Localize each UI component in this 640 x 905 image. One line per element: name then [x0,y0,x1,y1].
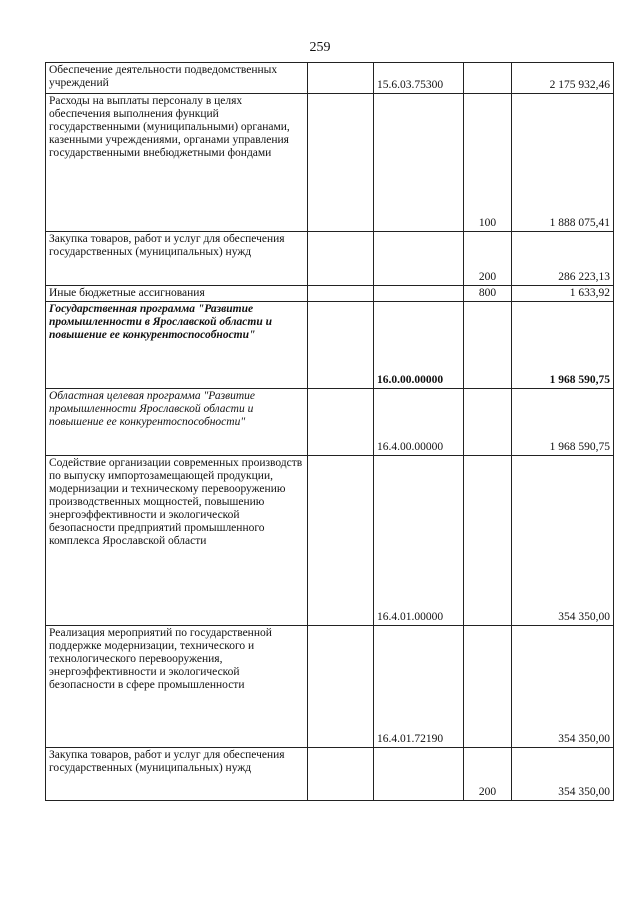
row-code-cell [374,748,464,801]
row-name-cell [46,302,308,389]
row-amount-cell: 1 968 590,75 [512,389,614,456]
row-amount-cell: 354 350,00 [512,456,614,626]
row-code-cell: 16.4.00.00000 [374,389,464,456]
row-blank-cell [308,389,374,456]
row-code-cell: 16.4.01.00000 [374,456,464,626]
row-type-cell: 800 [464,286,512,302]
row-name: Иные бюджетные ассигнования [49,287,205,299]
row-name-cell [46,456,308,626]
table-row [46,389,614,456]
row-amount-cell: 354 350,00 [512,626,614,748]
row-blank-cell [308,94,374,232]
table-row [46,748,614,801]
row-name-cell [46,94,308,232]
row-code-cell [374,286,464,302]
row-name: Областная целевая программа "Развитие промышленности Ярославской области и повышение ее конкурентоспособности" [49,390,256,428]
table-row [46,456,614,626]
table-row [46,302,614,389]
row-name: Содействие организации современных производств по выпуску импортозамещающей продукции, модернизации и техническому перевооружению производственных мощностей, повышению энергоэффективности и экологической безопасности предприятий промышленного комплекса Ярославской области [49,457,303,547]
row-blank-cell [308,286,374,302]
row-type-cell [464,389,512,456]
page-number: 259 [309,40,331,55]
row-name: Обеспечение деятельности подведомственных учреждений [49,64,278,89]
row-amount-cell: 354 350,00 [512,748,614,801]
row-blank-cell [308,748,374,801]
row-code-cell: 16.4.01.72190 [374,626,464,748]
row-code-cell: 15.6.03.75300 [374,63,464,94]
row-blank-cell [308,626,374,748]
row-name-cell [46,286,308,302]
row-name: Закупка товаров, работ и услуг для обеспечения государственных (муниципальных) нужд [49,749,285,774]
table-row [46,94,614,232]
row-blank-cell [308,302,374,389]
row-type-cell [464,456,512,626]
row-blank-cell [308,63,374,94]
row-blank-cell [308,232,374,286]
row-type-cell [464,626,512,748]
row-name-cell [46,748,308,801]
row-name-cell [46,232,308,286]
row-type-cell [464,63,512,94]
row-name: Государственная программа "Развитие промышленности в Ярославской области и повышение ее конкурентоспособности" [49,303,273,341]
row-type-cell: 200 [464,748,512,801]
row-blank-cell [308,456,374,626]
row-name: Закупка товаров, работ и услуг для обеспечения государственных (муниципальных) нужд [49,233,285,258]
row-name-cell [46,389,308,456]
budget-table [45,62,614,801]
table-row [46,63,614,94]
table-row [46,286,614,302]
row-code-cell [374,94,464,232]
row-name-cell [46,626,308,748]
row-name: Реализация мероприятий по государственной поддержке модернизации, технического и технологического перевооружения, энергоэффективности и экологической безопасности в сфере промышленности [49,627,272,691]
row-code-cell: 16.0.00.00000 [374,302,464,389]
row-amount-cell: 1 888 075,41 [512,94,614,232]
row-type-cell [464,302,512,389]
row-amount-cell: 1 633,92 [512,286,614,302]
table-row [46,626,614,748]
table-row [46,232,614,286]
row-amount-cell: 1 968 590,75 [512,302,614,389]
row-code-cell [374,232,464,286]
row-name-cell [46,63,308,94]
row-amount-cell: 2 175 932,46 [512,63,614,94]
row-type-cell: 200 [464,232,512,286]
row-amount-cell: 286 223,13 [512,232,614,286]
row-type-cell: 100 [464,94,512,232]
row-name: Расходы на выплаты персоналу в целях обеспечения выполнения функций государственными (муниципальными) органами, казенными учреждениями, органами управления государственными внебюджетными фондами [49,95,290,159]
